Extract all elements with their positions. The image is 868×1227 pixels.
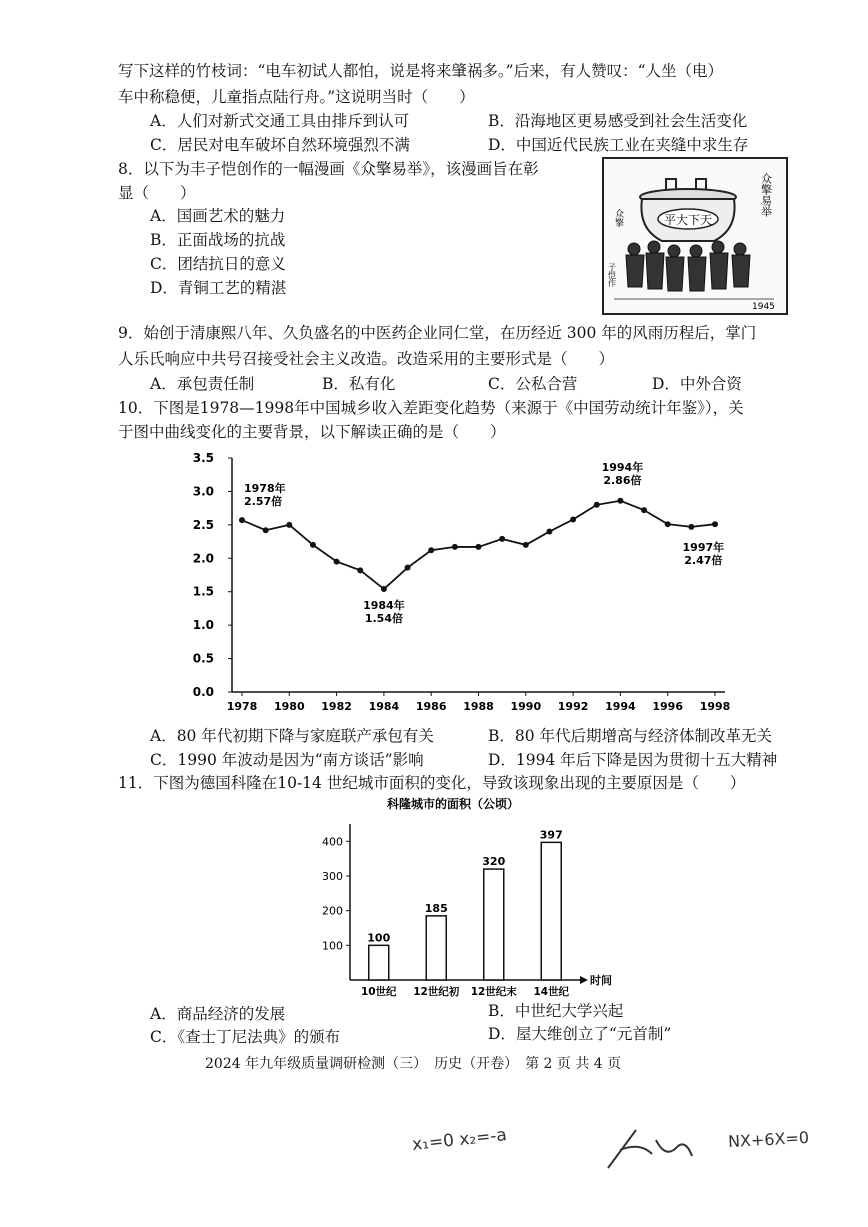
income-gap-chart: [180, 448, 740, 720]
cartoon-side-text: 众擎: [613, 209, 623, 227]
x-tick-label: 1978: [226, 700, 258, 713]
x-tick-label: 1988: [463, 700, 494, 713]
annotation-value: 2.47倍: [684, 553, 723, 567]
lifter-body: [732, 255, 750, 287]
q11-option-c[interactable]: C．《查士丁尼法典》的颁布: [150, 1028, 341, 1046]
q9-option-c[interactable]: C．公私合营: [488, 375, 578, 393]
q11-option-b[interactable]: B．中世纪大学兴起: [488, 1002, 624, 1020]
q7-stem-line1: 写下这样的竹枝词：“电车初试人都怕，说是将来肇祸多。”后来，有人赞叹：“人坐（电）: [118, 62, 724, 80]
lifter-crowd: [626, 241, 750, 291]
q9-option-d[interactable]: D．中外合资: [652, 375, 742, 393]
q8-stem-line2: 显（ ）: [118, 184, 196, 202]
q7-option-d[interactable]: D．中国近代民族工业在夹缝中求生存: [488, 136, 749, 154]
x-tick-label: 1994: [605, 700, 636, 713]
q10-option-b[interactable]: B．80 年代后期增高与经济体制改革无关: [488, 727, 773, 745]
q8-option-c[interactable]: C．团结抗日的意义: [150, 255, 286, 273]
x-tick-label: 1982: [321, 700, 352, 713]
q7-option-a[interactable]: A．人们对新式交通工具由排斥到认可: [150, 112, 410, 130]
lifter-head: [668, 245, 680, 257]
q11-option-d[interactable]: D．屋大维创立了“元首制”: [488, 1025, 672, 1043]
cartoon-drawing: [604, 159, 786, 313]
data-point: [381, 586, 387, 592]
x-tick-label: 1986: [415, 700, 447, 713]
x-axis-arrow: [580, 976, 588, 984]
q7-option-c[interactable]: C．居民对电车破坏自然环境强烈不满: [150, 136, 410, 154]
data-point: [263, 527, 269, 533]
lifter-body: [666, 257, 684, 291]
y-tick-label: 2.5: [192, 517, 214, 532]
x-tick-label: 1984: [368, 700, 400, 713]
q10-option-c[interactable]: C．1990 年波动是因为“南方谈话”影响: [150, 751, 424, 769]
chart-title: 科隆城市的面积（公顷）: [386, 797, 520, 811]
x-tick-label: 1996: [652, 700, 684, 713]
lifter-body: [710, 253, 728, 289]
y-tick-label: 2.0: [192, 551, 214, 566]
data-point: [499, 536, 505, 542]
data-point: [310, 542, 316, 548]
annotation-year: 1997年: [682, 540, 725, 554]
q10-stem-line1: 10．下图是1978—1998年中国城乡收入差距变化趋势（来源于《中国劳动统计年鉴》），关: [118, 399, 744, 417]
lifter-head: [712, 241, 724, 253]
annotation-value: 2.86倍: [603, 473, 642, 487]
annotation-value: 2.57倍: [244, 495, 283, 509]
cartoon-signature: 子恺作: [607, 263, 617, 287]
data-point: [405, 565, 411, 571]
bar-value-label: 100: [367, 931, 391, 945]
q8-option-b[interactable]: B．正面战场的抗战: [150, 231, 286, 249]
bar: [369, 945, 389, 980]
cartoon-image: [602, 157, 788, 315]
x-category-label: 10世纪: [360, 986, 397, 998]
q9-stem-line2: 人乐氏响应中共号召接受社会主义改造。改造采用的主要形式是（ ）: [118, 350, 615, 368]
data-point: [594, 502, 600, 508]
q8-option-a[interactable]: A．国画艺术的魅力: [150, 207, 286, 225]
x-axis-label: 时间: [590, 974, 612, 987]
data-point: [334, 559, 340, 565]
bar: [541, 842, 561, 980]
q11-option-a[interactable]: A．商品经济的发展: [150, 1005, 286, 1023]
y-tick-label: 0.5: [192, 651, 214, 666]
y-tick-label: 1.0: [192, 618, 214, 633]
data-point: [357, 567, 363, 573]
cartoon-year: 1945: [752, 302, 775, 312]
y-tick-label: 300: [322, 870, 343, 883]
bar: [426, 916, 446, 980]
x-tick-label: 1980: [273, 700, 305, 713]
data-point: [665, 521, 671, 527]
cologne-area-chart: [318, 792, 612, 1002]
q8-option-d[interactable]: D．青铜工艺的精湛: [150, 279, 287, 297]
q10-option-d[interactable]: D．1994 年后下降是因为贯彻十五大精神: [488, 751, 778, 769]
q7-option-b[interactable]: B．沿海地区更易感受到社会生活变化: [488, 112, 748, 130]
data-point: [546, 529, 552, 535]
data-point: [476, 544, 482, 550]
handwriting-right: NX+6X=0: [727, 1127, 810, 1152]
data-point: [239, 517, 245, 523]
lifter-body: [626, 255, 644, 287]
handwriting-left: x₁=0 x₂=-a: [411, 1125, 508, 1155]
data-point: [617, 498, 623, 504]
y-tick-label: 3.0: [192, 484, 214, 499]
lifter-head: [628, 243, 640, 255]
lifter-head: [734, 243, 746, 255]
annotation-year: 1984年: [363, 599, 405, 613]
y-tick-label: 0.0: [192, 685, 214, 699]
annotation-value: 1.54倍: [364, 612, 403, 626]
x-category-label: 12世纪初: [413, 986, 460, 998]
y-tick-label: 200: [322, 904, 343, 918]
x-category-label: 12世纪末: [470, 986, 517, 998]
x-category-label: 14世纪: [533, 986, 570, 998]
bar-value-label: 320: [482, 855, 506, 869]
q9-stem-line1: 9．始创于清康熙八年、久负盛名的中医药企业同仁堂，在历经近 300 年的风雨历程后，掌门: [118, 324, 757, 342]
q9-option-b[interactable]: B．私有化: [322, 375, 396, 393]
x-tick-label: 1998: [699, 700, 731, 713]
q8-stem-line1: 8．以下为丰子恺创作的一幅漫画《众擎易举》，该漫画旨在彰: [118, 160, 539, 178]
data-point: [452, 544, 458, 550]
lifter-head: [648, 241, 660, 253]
x-tick-label: 1990: [510, 700, 542, 713]
data-point: [428, 547, 434, 553]
q9-option-a[interactable]: A．承包责任制: [150, 375, 255, 393]
vessel-label: 平大下天: [663, 213, 713, 227]
bar-value-label: 185: [424, 901, 448, 915]
data-point: [570, 517, 576, 523]
y-tick-label: 1.5: [192, 584, 214, 599]
lifter-body: [646, 253, 664, 289]
annotation-year: 1994年: [601, 460, 644, 474]
lifter-body: [688, 257, 706, 291]
data-point: [523, 542, 529, 548]
annotation-year: 1978年: [244, 482, 286, 496]
handwriting-scrawl: [600, 1120, 710, 1180]
page-footer: 2024 年九年级质量调研检测（三） 历史（开卷） 第 2 页 共 4 页: [205, 1056, 622, 1072]
income-gap-line-chart: [180, 448, 740, 720]
bar-value-label: 397: [539, 828, 563, 842]
lifter-head: [690, 245, 702, 257]
bar: [484, 869, 504, 980]
x-tick-label: 1992: [557, 700, 589, 713]
scrawl-stroke: [608, 1130, 692, 1168]
y-tick-label: 400: [322, 835, 343, 849]
q10-option-a[interactable]: A．80 年代初期下降与家庭联产承包有关: [150, 727, 434, 745]
cartoon-title: 众擎易举: [759, 173, 773, 217]
q7-stem-line2: 车中称稳便，儿童指点陆行舟。”这说明当时（ ）: [118, 88, 475, 106]
data-point: [688, 524, 694, 530]
data-point: [641, 507, 647, 513]
cologne-area-bar-chart: [318, 792, 612, 1002]
data-point: [712, 521, 718, 527]
q11-stem-line1: 11．下图为德国科隆在10-14 世纪城市面积的变化，导致该现象出现的主要原因是（ ）: [118, 774, 746, 792]
y-tick-label: 3.5: [192, 451, 214, 465]
data-point: [286, 522, 292, 528]
y-tick-label: 100: [322, 939, 343, 953]
q10-stem-line2: 于图中曲线变化的主要背景，以下解读正确的是（ ）: [118, 423, 506, 441]
